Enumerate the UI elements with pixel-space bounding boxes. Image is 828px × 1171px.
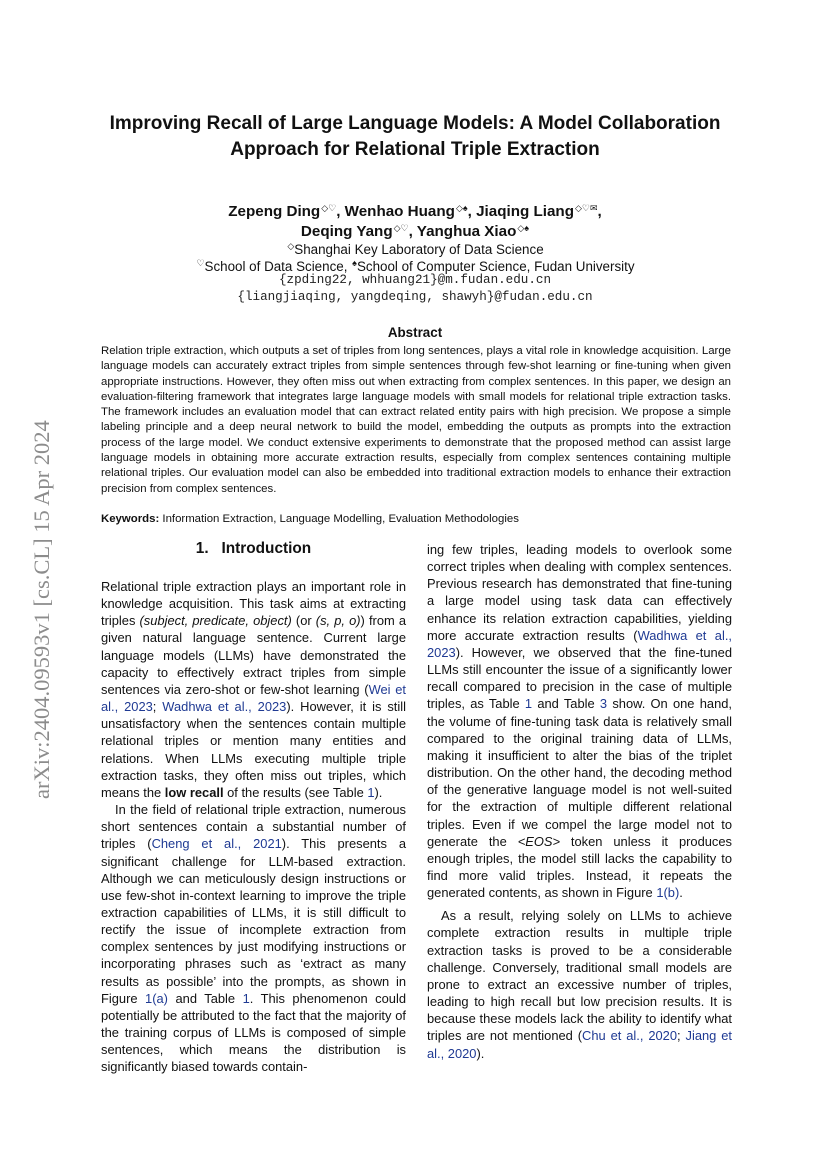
- text-run: (or: [291, 613, 316, 629]
- keywords-text: Information Extraction, Language Modelling, Evaluation Methodologies: [159, 513, 519, 525]
- author-marks: ◇♡: [393, 223, 409, 233]
- text-run: . This phenomenon could potentially be attributed to the fact that the majority of the training corpus of LLMs is composed of simple sentences, which means the distribution is significantly biased towards contain-: [101, 990, 406, 1075]
- email-line-1[interactable]: {zpding22, whhuang21}@m.fudan.edu.cn: [278, 273, 552, 287]
- keywords-label: Keywords:: [101, 513, 160, 525]
- table-ref-link[interactable]: 3: [599, 696, 608, 712]
- affiliation-text: Shanghai Key Laboratory of Data Science: [294, 242, 544, 257]
- citation-link[interactable]: Jiang et al., 2020: [427, 1028, 732, 1061]
- italic-run: (subject, predicate, object): [139, 613, 292, 629]
- author-name: Deqing Yang: [300, 223, 393, 240]
- abstract-text: Relation triple extraction, which outputs a set of triples from long sentences, plays a vital role in knowledge acquisition. Large language models can accurately extract triples from simple sentences through few-shot learning or fine-tuning when given appropriate instructions. However, they often miss out when extracting from complex sentences. In this paper, we design an evaluation-filtering framework that integrates large language models with small models for relational triple extraction tasks. The framework includes an evaluation model that can extract related entity pairs with high precision. We propose a simple labeling principle and a deep neural network to build the model, embedding the outputs as prompts into the extraction process of the large model. We conduct extensive experiments to demonstrate that the proposed method can assist large language models in obtaining more accurate extraction results, especially from complex sentences containing multiple relational triples. Our evaluation model can also be embedded into traditional extraction models to enhance their extraction precision from complex sentences.: [101, 345, 731, 495]
- citation-link[interactable]: Wadhwa et al., 2023: [162, 699, 287, 715]
- text-run: token unless it produces enough triples, the model still lacks the capability to find more valid triples. Instead, it repeats the generated contents, as shown in Figure: [427, 833, 732, 901]
- figure-ref-link[interactable]: 1(a): [145, 990, 168, 1006]
- citation-link[interactable]: Cheng et al., 2021: [151, 836, 282, 852]
- affiliation-text: School of Computer Science, Fudan University: [356, 259, 635, 274]
- email-line-2[interactable]: {liangjiaqing, yangdeqing, shawyh}@fudan.edu.cn: [237, 290, 593, 304]
- text-run: ).: [374, 784, 383, 800]
- text-run: ing few triples, leading models to overlook some correct triples when dealing with complex sentences. Previous research has demonstrated that fine-tuning a large model using task data can effectively enhance its relation extraction capabilities, yielding more accurate extraction results (: [427, 542, 732, 643]
- text-run: .: [679, 885, 683, 901]
- italic-run: (s, p, o): [315, 613, 361, 629]
- citation-link[interactable]: Wadhwa et al., 2023: [427, 627, 732, 660]
- text-run: ). However, it is still unsatisfactory when the sentences contain multiple relational triples or mention many entities and relations. When LLMs executing multiple triple extraction tasks, they often miss out triples, which means the: [101, 699, 406, 800]
- keywords: [101, 512, 731, 527]
- author-marks: ◇♠: [455, 203, 468, 213]
- paragraph-2: [101, 801, 406, 1076]
- paragraph-2-continued: [427, 541, 732, 901]
- paragraph-1: [101, 578, 406, 801]
- paragraph-3: [427, 907, 732, 1061]
- body-column-right: [427, 541, 732, 1062]
- text-run: ;: [152, 699, 163, 715]
- citation-link[interactable]: Wei et al., 2023: [101, 681, 406, 715]
- paper-title: Improving Recall of Large Language Models: A Model Collaboration Approach for Relational Triple Extraction: [109, 113, 721, 160]
- citation-link[interactable]: Chu et al., 2020: [582, 1028, 678, 1044]
- text-run: show. On one hand, the volume of fine-tuning task data is relatively small compared to the original training data of LLMs, making it insufficient to alter the bias of the triplet distribution. On the other hand, the decoding method of the generative language model is not well-suited for the extraction of multiple different relational triples. Even if we compel the large model not to generate the: [427, 696, 732, 849]
- section-heading: [101, 540, 406, 558]
- author-separator: ,: [597, 203, 602, 220]
- author-name: Zepeng Ding: [228, 203, 321, 220]
- author-marks: ◇♡: [321, 203, 337, 213]
- text-run: ;: [677, 1028, 686, 1044]
- affiliation-mark: ♠: [352, 258, 357, 268]
- section-number: 1.: [195, 540, 209, 557]
- text-run: Relational triple extraction plays an important role in knowledge acquisition. This task aims at extracting triples: [101, 579, 406, 629]
- text-run: ). This presents a significant challenge for LLM-based extraction. Although we can meticulously design instructions or use few-shot in-context learning to improve the triple extraction capabilities of LLMs, it is still difficult to rectify the issue of incomplete extraction from complex sentences by just modifying instructions or incorporating phrases such as ‘extract as many results as possible’ into the prompts, as shown in Figure: [101, 836, 406, 1006]
- affiliation-mark: ♡: [196, 258, 205, 268]
- table-ref-link[interactable]: 1: [242, 990, 250, 1006]
- figure-ref-link[interactable]: 1(b): [656, 885, 680, 901]
- text-run: As a result, relying solely on LLMs to achieve complete extraction results in multiple triple extraction tasks is proved to be a considerable challenge. Conversely, traditional small models are prone to extract an excessive number of triples, leading to high recall but low precision results. It is because these models lack the ability to identify what triples are not mentioned (: [427, 908, 732, 1044]
- section-title: Introduction: [221, 540, 312, 557]
- author-marks: ◇♡✉: [574, 203, 598, 213]
- author-name: Jiaqing Liang: [476, 203, 574, 220]
- arxiv-identifier: arXiv:2404.09593v1 [cs.CL] 15 Apr 2024: [29, 420, 54, 800]
- table-ref-link[interactable]: 1: [367, 784, 375, 800]
- author-marks: ◇♠: [517, 223, 530, 233]
- text-run: ) from a given natural language sentence. Current large language models (LLMs) have demonstrated the capacity to effectively extract triples from simple sentences via zero-shot or few-shot learning (: [101, 613, 407, 697]
- abstract-heading: Abstract: [387, 325, 443, 340]
- text-run: and Table: [532, 696, 600, 712]
- affiliation-mark: ◇: [287, 241, 295, 251]
- author-separator: ,: [408, 223, 417, 240]
- text-run: and Table: [167, 990, 243, 1006]
- author-name: Wenhao Huang: [344, 203, 455, 220]
- table-ref-link[interactable]: 1: [524, 696, 533, 712]
- author-separator: ,: [467, 203, 477, 220]
- text-run: ).: [476, 1045, 485, 1061]
- affiliation-text: School of Data Science,: [204, 259, 352, 274]
- author-name: Yanghua Xiao: [416, 223, 517, 240]
- text-run: of the results (see Table: [223, 784, 368, 800]
- bold-run: low recall: [164, 784, 224, 800]
- italic-run: <EOS>: [517, 833, 560, 849]
- body-column-left: [101, 578, 406, 1076]
- text-run: ). However, we observed that the fine-tuned LLMs still encounter the issue of a significantly lower recall compared to precision in the case of multiple triples, as Table: [427, 644, 732, 712]
- author-separator: ,: [336, 203, 345, 220]
- text-run: In the field of relational triple extraction, numerous short sentences contain a substantial number of triples (: [101, 802, 406, 852]
